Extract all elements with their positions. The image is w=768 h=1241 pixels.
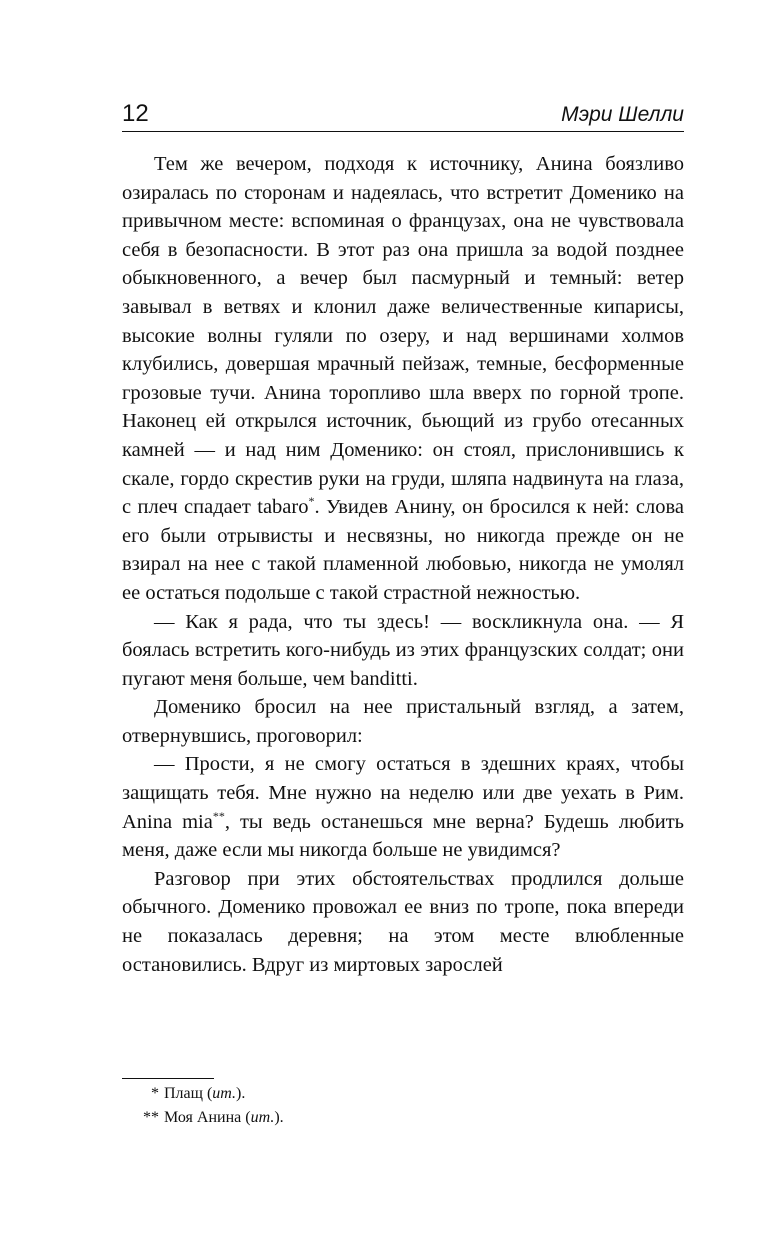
footnote-close: ).: [274, 1109, 284, 1126]
footnote-abbr: ит.: [212, 1085, 237, 1102]
paragraph-4: [122, 750, 684, 864]
running-title: Мэри Шелли: [561, 103, 684, 126]
paragraph-1-text-a: Тем же вечером, подходя к источнику, Анина боязливо озиралась по сторонам и надеялась, что встретит Доменико на привычном месте: вспоминая о французах, она не чувствовала себя в безопасности. В этот раз она пришла за водой позднее обыкновенного, а вечер был пасмурный и темный: ветер завывал в ветвях и клонил даже величественные кипарисы, высокие волны гуляли по озеру, и над вершинами холмов клубились, довершая мрачный пейзаж, темные, бесформенные грозовые тучи. Анина торопливо шла вверх по горной тропе. Наконец ей открылся источник, бьющий из грубо отесанных камней — и над ним Доменико: он стоял, прислонившись к скале, гордо скрестив руки на груди, шляпа надвинута на глаза, с плеч спадает tabaro: [122, 153, 684, 519]
main-text: [122, 150, 684, 979]
paragraph-3: Доменико бросил на нее пристальный взгляд, а затем, отвернувшись, проговорил:: [122, 696, 684, 747]
footnote-text-main: Плащ (: [164, 1085, 213, 1102]
page-number: 12: [122, 100, 149, 127]
paragraph-2: — Как я рада, что ты здесь! — воскликнула она. — Я боялась встретить кого-нибудь из этих французских солдат; они пугают меня больше, чем banditti.: [122, 610, 684, 690]
footnote-ref-1: *: [308, 494, 315, 509]
paragraph-4-text-a: — Прости, я не смогу остаться в здешних краях, чтобы защищать тебя. Мне нужно на неделю или две уехать в Рим. Anina mia: [122, 753, 684, 833]
footnotes: [122, 1082, 684, 1130]
running-head: [122, 96, 684, 130]
footnote-text: [164, 1106, 284, 1130]
footnote-2: [122, 1106, 684, 1130]
header-rule: [122, 131, 684, 132]
footnote-ref-2: **: [212, 808, 225, 823]
footnote-text: [164, 1082, 245, 1106]
paragraph-1: [122, 150, 684, 608]
footnote-abbr: ит.: [250, 1109, 275, 1126]
footnote-1: [122, 1082, 684, 1106]
footnote-rule: [122, 1078, 214, 1079]
footnote-mark: *: [151, 1085, 159, 1102]
footnote-mark: **: [143, 1109, 159, 1126]
paragraph-1-text-b: . Увидев Анину, он бросился к ней: слова его были отрывисты и несвязны, но никогда прежде он не взирал на нее с такой пламенной любовью, никогда не умолял ее остаться подольше с такой страстной нежностью.: [122, 496, 684, 604]
paragraph-5: Разговор при этих обстоятельствах продлился дольше обычного. Доменико провожал ее вниз по тропе, пока впереди не показалась деревня; на этом месте влюбленные остановились. Вдруг из миртовых зарослей: [122, 867, 684, 976]
paragraph-4-text-b: , ты ведь останешься мне верна? Будешь любить меня, даже если мы никогда больше не увидимся?: [122, 810, 684, 862]
footnote-close: ).: [236, 1085, 246, 1102]
footnote-text-main: Моя Анина (: [164, 1109, 251, 1126]
